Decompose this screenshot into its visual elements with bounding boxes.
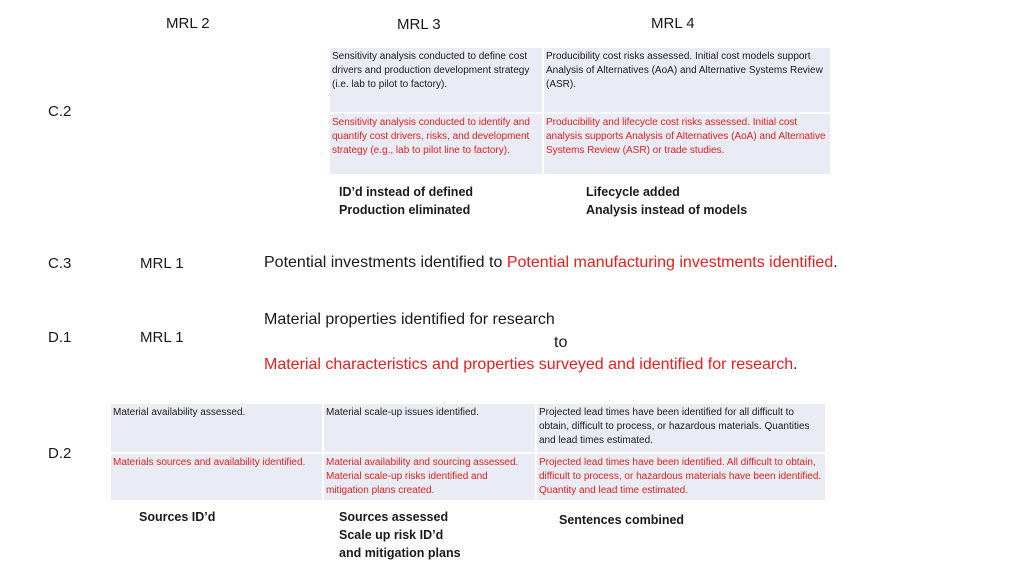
c2-notes-mrl3: [339, 183, 473, 219]
d2-old-mrl2-cell: Material availability assessed.: [111, 404, 322, 452]
header-mrl4: MRL 4: [651, 15, 695, 32]
d1-old-text: Material properties identified for research: [264, 311, 555, 328]
c2-old-mrl3-cell: Sensitivity analysis conducted to define cost drivers and production development strategy (i.e. lab to pilot to factory).: [330, 48, 542, 112]
c3-new-text: Potential manufacturing investments identified: [506, 254, 834, 271]
d2-notes-mrl4: [559, 511, 684, 529]
c2-comparison-table: [330, 48, 830, 174]
c2-note-mrl3-2: Production eliminated: [339, 203, 471, 217]
d2-old-mrl3-cell: Material scale-up issues identified.: [324, 404, 535, 452]
d2-old-mrl4-cell: Projected lead times have been identified for all difficult to obtain, difficult to process, or hazardous materials. Quantities and lead times estimated.: [537, 404, 825, 452]
c2-note-mrl4-2: Analysis instead of models: [586, 203, 748, 217]
c2-notes-mrl4: [586, 183, 747, 219]
d2-new-mrl3-cell: Material availability and sourcing assessed. Material scale-up risks identified and mitigation plans created.: [324, 454, 535, 500]
d2-notes-mrl2: [139, 508, 215, 526]
header-mrl3: MRL 3: [397, 16, 441, 33]
d2-note-mrl3-3: and mitigation plans: [339, 546, 461, 560]
d2-note-mrl4-1: Sentences combined: [559, 513, 685, 527]
row-label-d1: D.1: [48, 329, 72, 346]
d2-new-mrl4-cell: Projected lead times have been identified. All difficult to obtain, difficult to process, or hazardous materials have been identified. Quantity and lead time estimated.: [537, 454, 825, 500]
c2-new-mrl3-cell: Sensitivity analysis conducted to identify and quantify cost drivers, risks, and development strategy (e.g., lab to pilot line to factory).: [330, 114, 542, 174]
d1-change-text: [264, 356, 798, 374]
d2-notes-mrl3: [339, 508, 461, 562]
c2-note-mrl3-1: ID’d instead of defined: [339, 185, 474, 199]
d2-note-mrl2-1: Sources ID’d: [139, 510, 216, 524]
d2-note-mrl3-1: Sources assessed: [339, 510, 449, 524]
row-label-c3: C.3: [48, 255, 72, 272]
c2-old-mrl4-cell: Producibility cost risks assessed. Initial cost models support Analysis of Alternatives (AoA) and Alternative Systems Review (ASR).: [544, 48, 830, 112]
header-mrl2: MRL 2: [166, 15, 210, 32]
c2-note-mrl4-1: Lifecycle added: [586, 185, 680, 199]
d1-period: .: [793, 356, 798, 373]
c3-change-text: [264, 254, 838, 272]
d2-note-mrl3-2: Scale up risk ID’d: [339, 528, 444, 542]
d2-new-mrl2-cell: Materials sources and availability identified.: [111, 454, 322, 500]
c3-period: .: [833, 254, 838, 271]
c3-mrl-label: MRL 1: [140, 255, 184, 272]
c3-old-text: Potential investments identified to: [264, 254, 507, 271]
d1-to-text: to: [554, 334, 568, 351]
d1-new-text: Material characteristics and properties surveyed and identified for research: [264, 356, 794, 373]
row-label-d2: D.2: [48, 445, 72, 462]
row-label-c2: C.2: [48, 103, 72, 120]
d2-comparison-table: [111, 404, 825, 500]
c2-new-mrl4-cell: Producibility and lifecycle cost risks assessed. Initial cost analysis supports Analysis of Alternatives (AoA) and Alternative Systems Review (ASR) or trade studies.: [544, 114, 830, 174]
d1-mrl-label: MRL 1: [140, 329, 184, 346]
